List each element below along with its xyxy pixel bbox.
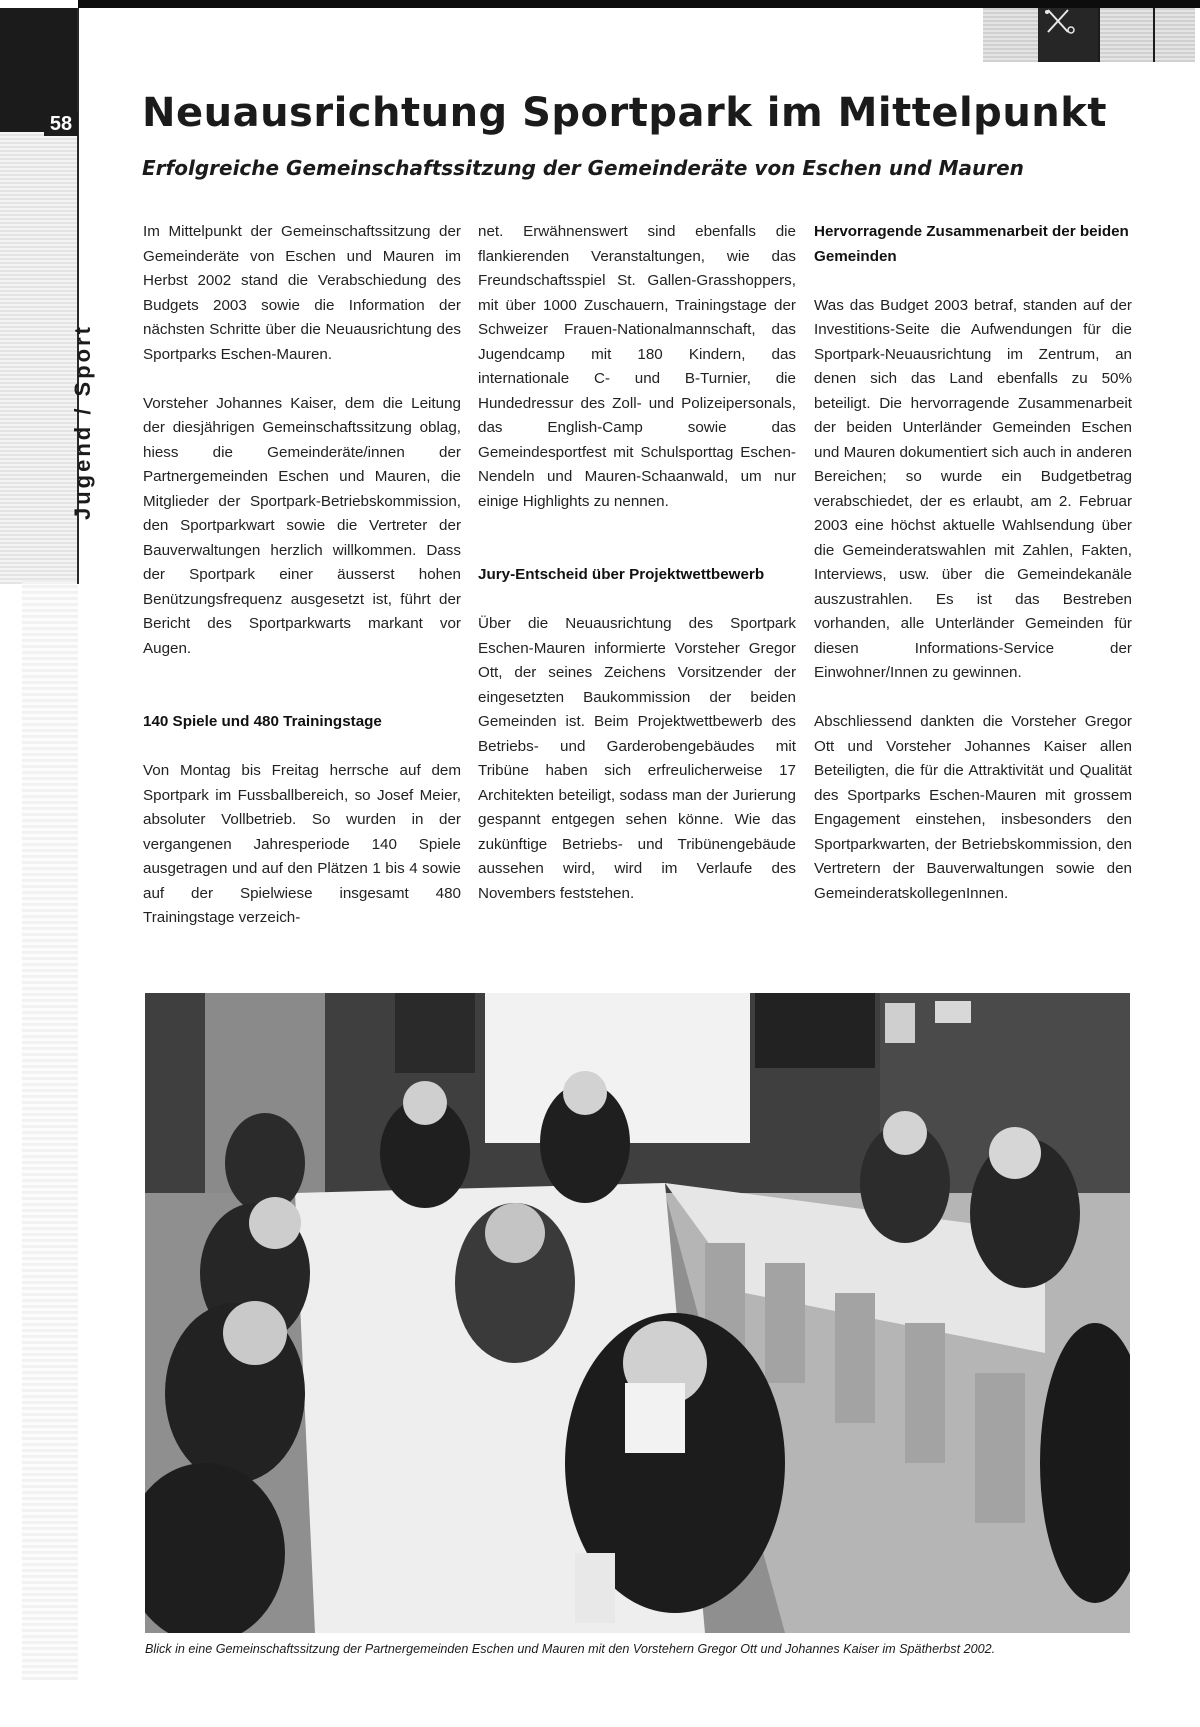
left-gray-band bbox=[0, 132, 78, 584]
paragraph: Abschliessend dankten die Vorsteher Gregor Ott und Vorsteher Johannes Kaiser allen Beteiligten, die für die Attraktivität und Qualität des Sportparks Eschen-Mauren mit grossem Engagement einstehen, insbesonders den Sportparkwarten, der Betriebskommission, den Vertretern der Bauverwaltungen sowie den GemeinderatskollegenInnen. bbox=[814, 713, 1132, 902]
paragraph: Von Montag bis Freitag herrsche auf dem Sportpark im Fussballbereich, so Josef Meier, absoluter Vollbetrieb. So wurden in der vergangenen Jahresperiode 140 Spiele ausgetragen und auf den Plätzen 1 bis 4 sowie auf der Spielwiese insgesamt 480 Trainingstage verzeich- bbox=[143, 762, 461, 926]
text-column-2 bbox=[478, 220, 796, 906]
paragraph: net. Erwähnenswert sind ebenfalls die flankierenden Veranstaltungen, wie das Freundschaftsspiel St. Gallen-Grasshoppers, mit über 1000 Zuschauern, Trainingstage der Schweizer Frauen-Nationalmannschaft, das Jugendcamp mit 180 Kindern, das internationale C- und B-Turnier, die Hundedressur des Zoll- und Polizeipersonals, das English-Camp sowie das Gemeindesportfest mit Schulsporttag Eschen-Nendeln und Mauren-Schaanwald, um nur einige Highlights zu nennen. bbox=[478, 223, 796, 510]
corner-divider bbox=[1153, 8, 1155, 62]
section-label: Jugend / Sport bbox=[70, 324, 95, 520]
meeting-photo bbox=[145, 993, 1130, 1633]
article-subtitle: Erfolgreiche Gemeinschaftssitzung der Gemeinderäte von Eschen und Mauren bbox=[142, 156, 1024, 180]
section-heading: Jury-Entscheid über Projektwettbewerb bbox=[478, 566, 765, 583]
photo-caption: Blick in eine Gemeinschaftssitzung der Partnergemeinden Eschen und Mauren mit den Vorstehern Gregor Ott und Johannes Kaiser im Spätherbst 2002. bbox=[145, 1642, 996, 1656]
text-column-1 bbox=[143, 220, 461, 931]
paragraph: Vorsteher Johannes Kaiser, dem die Leitung der diesjährigen Gemeinschaftssitzung oblag, hiess die Gemeinderäte/innen der Partnergemeinden Eschen und Mauren, die Mitglieder der Sportpark-Betriebskommission, den Sportparkwart sowie die Vertreter der Bauverwaltungen herzlich willkommen. Dass der Sportpark einer äusserst hohen Benützungsfrequenz ausgesetzt ist, führt der Bericht des Sportparkwarts markant vor Augen. bbox=[143, 394, 461, 657]
corner-divider bbox=[1098, 8, 1100, 62]
sport-icon bbox=[1040, 6, 1090, 38]
page-number: 58 bbox=[44, 112, 78, 136]
article-title: Neuausrichtung Sportpark im Mittelpunkt bbox=[142, 90, 1107, 136]
paragraph: Über die Neuausrichtung des Sportpark Eschen-Mauren informierte Vorsteher Gregor Ott, der seines Zeichens Vorsitzender der eingesetzten Baukommission der beiden Gemeinden ist. Beim Projektwettbewerb des Betriebs- und Garderobengebäudes mit Tribüne haben sich erfreulicherweise 17 Architekten beteiligt, sodass man der Jurierung gespannt entgegen sehen könne. Wie das zukünftige Betriebs- und Tribünengebäude aussehen wird, wird im Verlaufe des Novembers feststehen. bbox=[478, 615, 796, 902]
paragraph: Was das Budget 2003 betraf, standen auf der Investitions-Seite die Aufwendungen für die Sportpark-Neuausrichtung im Zentrum, an denen sich das Land ebenfalls zu 50% beteiligt. Die hervorragende Zusammenarbeit der beiden Unterländer Gemeinden Eschen und Mauren dokumentiert sich auch in anderen Bereichen; so wurde ein Budgetbetrag verabschiedet, der es erlaubt, am 2. Februar 2003 eine höchst aktuelle Wahlsendung über die Gemeinderatswahlen mit Zahlen, Fakten, Interviews, usw. über die Gemeindekanäle auszustrahlen. Es ist das Bestreben vorhanden, alle Unterländer Gemeinden für diesen Informations-Service der Einwohner/Innen zu gewinnen. bbox=[814, 296, 1132, 681]
left-texture bbox=[22, 580, 78, 1680]
paragraph: Im Mittelpunkt der Gemeinschaftssitzung der Gemeinderäte von Eschen und Mauren im Herbst 2002 stand die Verabschiedung des Budgets 2003 sowie die Information der nächsten Schritte über die Neuausrichtung des Sportparks Eschen-Mauren. bbox=[143, 223, 461, 363]
text-column-3 bbox=[814, 220, 1132, 906]
section-heading: Hervorragende Zusammenarbeit der beiden Gemeinden bbox=[814, 223, 1129, 265]
section-heading: 140 Spiele und 480 Trainingstage bbox=[143, 713, 382, 730]
page-top-edge bbox=[0, 0, 1200, 8]
